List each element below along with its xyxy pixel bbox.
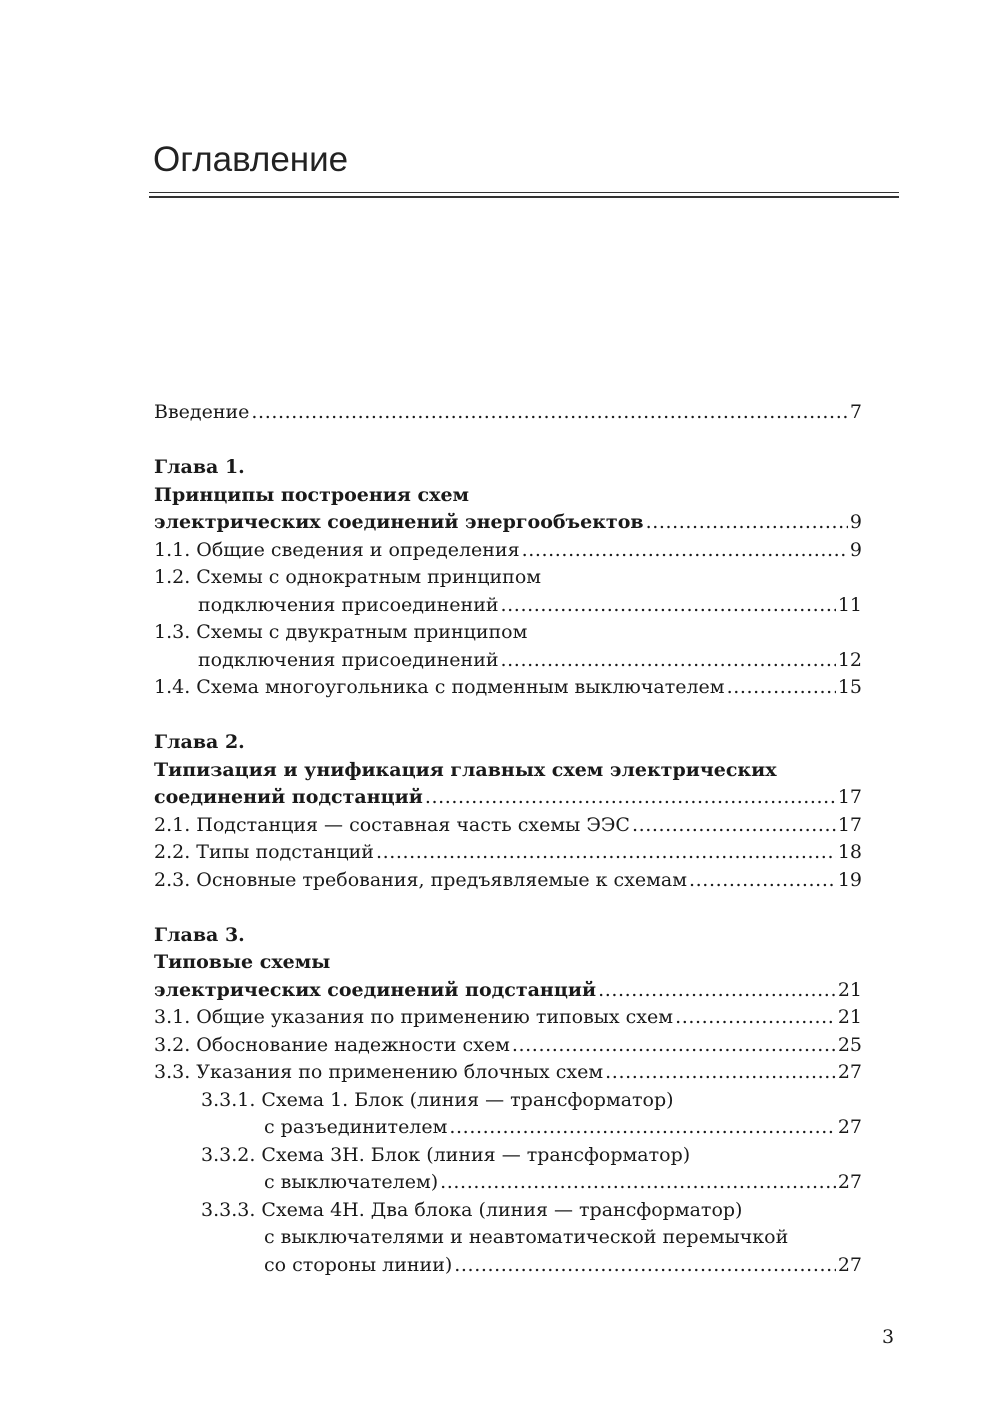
toc-page-number: 17 — [837, 813, 862, 836]
chapter-title-line: Типовые схемы — [154, 951, 331, 973]
toc-entry-title: с разъединителем — [264, 1116, 448, 1138]
spacer — [154, 427, 862, 455]
dot-leader — [376, 839, 836, 867]
toc-entry-title: 3.3.3. Схема 4Н. Два блока (линия — трансформатор) — [201, 1198, 743, 1221]
page-number: 3 — [882, 1326, 895, 1348]
chapter-title-line: электрических соединений энергообъектов — [154, 511, 644, 533]
title-rule-thick — [149, 196, 899, 198]
dot-leader — [675, 1004, 836, 1032]
toc-entry-title: подключения присоединений — [198, 648, 499, 671]
dot-leader — [646, 509, 848, 537]
dot-leader — [440, 1169, 836, 1197]
toc-entry-title: 1.4. Схема многоугольника с подменным выключателем — [154, 676, 725, 698]
toc-entry-title: 1.2. Схемы с однократным принципом — [154, 566, 542, 588]
page-title: Оглавление — [153, 140, 349, 179]
toc-page-number: 17 — [837, 786, 862, 808]
toc-entry-2-1[interactable] — [154, 812, 862, 840]
dot-leader — [522, 537, 848, 565]
toc-entry-3-3-3[interactable] — [154, 1252, 862, 1280]
chapter-label: Глава 3. — [154, 923, 245, 946]
chapter-label: Глава 1. — [154, 456, 245, 478]
toc-entry-title: 2.3. Основные требования, предъявляемые к схемам — [154, 868, 688, 891]
toc-entry-title: с выключателями и неавтоматической перемычкой — [264, 1226, 789, 1248]
toc-entry-title: 3.3.1. Схема 1. Блок (линия — трансформатор) — [201, 1088, 674, 1111]
toc-page-number: 9 — [849, 511, 862, 533]
dot-leader — [454, 1252, 836, 1280]
toc-entry-3-1[interactable] — [154, 1004, 862, 1032]
toc-entry-3-2[interactable] — [154, 1032, 862, 1060]
toc-entry-3-3-1[interactable] — [154, 1114, 862, 1142]
chapter-title-line: соединений подстанций — [154, 786, 423, 808]
table-of-contents — [154, 399, 862, 1279]
toc-entry-1-4[interactable] — [154, 674, 862, 702]
dot-leader — [605, 1059, 836, 1087]
toc-entry-1-2[interactable] — [154, 592, 862, 620]
dot-leader — [689, 867, 836, 895]
chapter-title-line: электрических соединений подстанций — [154, 978, 597, 1001]
dot-leader — [425, 784, 836, 812]
toc-entry-title: 1.3. Схемы с двукратным принципом — [154, 621, 528, 643]
toc-entry-title: с выключателем) — [264, 1171, 439, 1193]
dot-leader — [501, 592, 836, 620]
toc-entry-chapter-3[interactable] — [154, 977, 862, 1005]
toc-page-number: 15 — [837, 676, 862, 698]
chapter-title-line: Принципы построения схем — [154, 483, 470, 506]
toc-entry-2-2[interactable] — [154, 839, 862, 867]
dot-leader — [501, 647, 836, 675]
toc-page-number: 12 — [837, 648, 862, 671]
dot-leader — [632, 812, 836, 840]
dot-leader — [598, 977, 836, 1005]
toc-page-number: 11 — [837, 593, 862, 616]
toc-page-number: 21 — [837, 978, 862, 1001]
toc-page-number: 27 — [837, 1171, 862, 1193]
chapter-label: Глава 2. — [154, 731, 245, 753]
toc-entry-3-3-2[interactable] — [154, 1169, 862, 1197]
toc-entry-title: со стороны линии) — [264, 1253, 453, 1276]
toc-page-number: 27 — [837, 1253, 862, 1276]
toc-entry-1-3[interactable] — [154, 647, 862, 675]
toc-page-number: 18 — [837, 841, 862, 863]
toc-entry-title: 3.1. Общие указания по применению типовых схем — [154, 1006, 674, 1028]
toc-entry-title: 1.1. Общие сведения и определения — [154, 538, 520, 561]
toc-page-number: 21 — [837, 1006, 862, 1028]
toc-entry-intro[interactable] — [154, 399, 862, 427]
spacer — [154, 702, 862, 730]
spacer — [154, 894, 862, 922]
chapter-title-line: Типизация и унификация главных схем электрических — [154, 758, 777, 781]
dot-leader — [727, 674, 836, 702]
toc-entry-chapter-2[interactable] — [154, 784, 862, 812]
toc-page-number: 9 — [849, 538, 862, 561]
toc-entry-title: 3.3.2. Схема 3Н. Блок (линия — трансформатор) — [201, 1143, 691, 1166]
toc-entry-title: 3.2. Обоснование надежности схем — [154, 1033, 510, 1056]
dot-leader — [449, 1114, 835, 1142]
toc-entry-chapter-1[interactable] — [154, 509, 862, 537]
toc-entry-2-3[interactable] — [154, 867, 862, 895]
toc-entry-title: Введение — [154, 401, 250, 423]
toc-page-number: 19 — [837, 868, 862, 891]
toc-entry-title: 3.3. Указания по применению блочных схем — [154, 1061, 604, 1083]
dot-leader — [251, 399, 847, 427]
toc-entry-title: подключения присоединений — [198, 593, 499, 616]
toc-page-number: 7 — [849, 401, 862, 423]
toc-entry-1-1[interactable] — [154, 537, 862, 565]
dot-leader — [512, 1032, 836, 1060]
title-rule-thin — [149, 192, 899, 193]
toc-entry-title: 2.2. Типы подстанций — [154, 841, 374, 863]
toc-entry-3-3[interactable] — [154, 1059, 862, 1087]
toc-entry-title: 2.1. Подстанция — составная часть схемы ЭЭС — [154, 813, 630, 836]
toc-page-number: 27 — [837, 1116, 862, 1138]
toc-page-number: 27 — [837, 1061, 862, 1083]
toc-page-number: 25 — [837, 1033, 862, 1056]
